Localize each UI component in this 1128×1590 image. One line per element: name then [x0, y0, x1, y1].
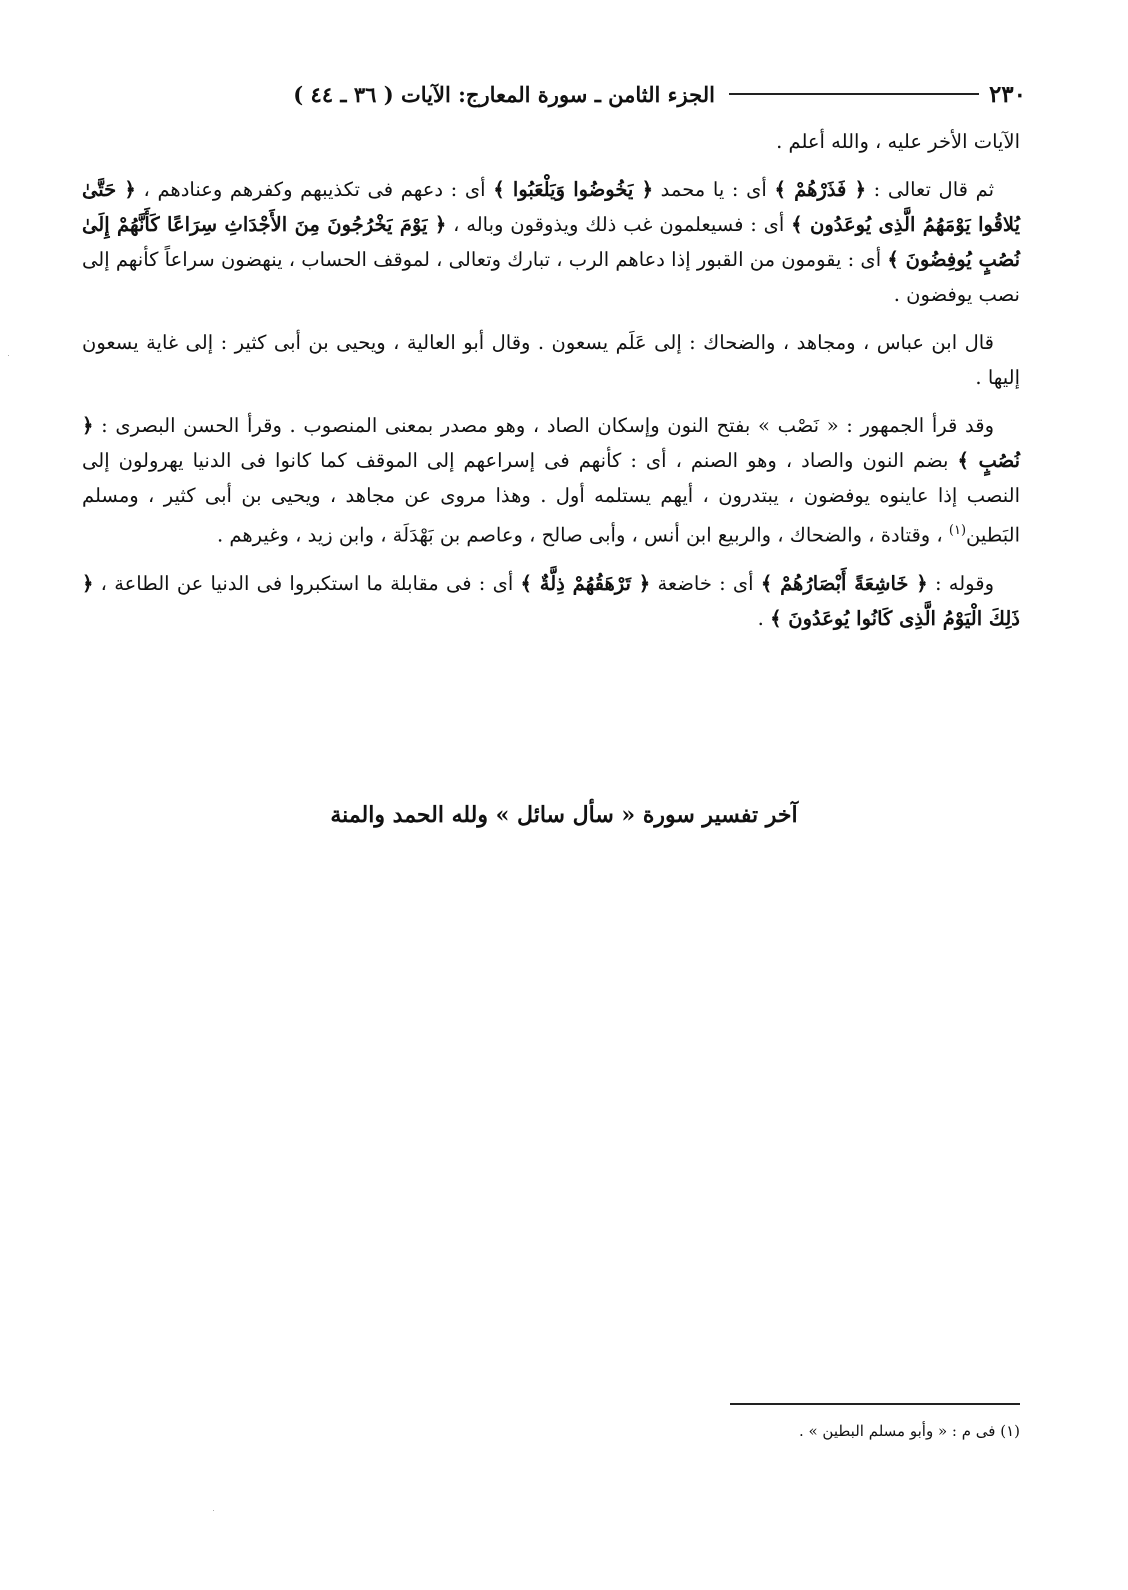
- text-span: أى : دعهم فى تكذيبهم وكفرهم وعنادهم ،: [135, 178, 494, 201]
- text-span: أى : فى مقابلة ما استكبروا فى الدنيا عن الطاعة ،: [93, 571, 521, 595]
- paragraph-5: [82, 566, 1020, 636]
- text-span: أى : فسيعلمون غب ذلك ويذوقون وباله ،: [446, 213, 792, 236]
- paragraph-3: قال ابن عباس ، ومجاهد ، والضحاك : إلى عَلَم يسعون . وقال أبو العالية ، ويحيى بن أبى كثير : إلى غاية يسعون إليها .: [82, 331, 1020, 389]
- quran-quote: ﴿ نُصُبٍ ﴾: [82, 414, 1021, 472]
- paragraph-4: [82, 408, 1020, 553]
- running-header: [86, 74, 1026, 114]
- text-span: ثم قال تعالى :: [866, 178, 995, 201]
- footnote-rule: [730, 1403, 1020, 1405]
- surah-closing-line: آخر تفسير سورة « سأل سائل » ولله الحمد والمنة: [330, 802, 798, 828]
- quran-quote: ﴿ فَذَرْهُمْ ﴾: [774, 178, 867, 201]
- text-span: وقوله :: [927, 571, 994, 595]
- header-rule: [729, 93, 979, 95]
- main-text: [82, 124, 1020, 649]
- quran-quote: ﴿ تَرْهَقُهُمْ ذِلَّةٌ ﴾: [520, 571, 651, 595]
- paragraph-1: الآيات الأخر عليه ، والله أعلم .: [776, 130, 1020, 153]
- scan-speck: [213, 1510, 214, 1511]
- quran-quote: ﴿ ذَلِكَ الْيَوْمُ الَّذِى كَانُوا يُوعَدُونَ ﴾: [82, 571, 1020, 630]
- paragraph-2: [82, 172, 1020, 312]
- quran-quote: ﴿ يَوْمَ يَخْرُجُونَ مِنَ الأَجْدَاثِ سِرَاعًا كَأَنَّهُمْ إِلَىٰ نُصُبٍ يُوفِضُونَ ﴾: [82, 213, 1020, 271]
- quran-quote: ﴿ حَتَّىٰ يُلاقُوا يَوْمَهُمُ الَّذِى يُوعَدُون ﴾: [82, 178, 1020, 236]
- footnote-marker: (١): [948, 523, 967, 538]
- quran-quote: ﴿ خَاشِعَةً أَبْصَارُهُمْ ﴾: [760, 571, 928, 595]
- text-span: ، وقتادة ، والضحاك ، والربيع ابن أنس ، وأبى صالح ، وعاصم بن بَهْدَلَة ، وابن زيد ، وغيرهم .: [217, 523, 949, 547]
- text-span: .: [757, 606, 771, 630]
- page-number: ٢٣٠: [988, 80, 1026, 108]
- quran-quote: ﴿ يَخُوضُوا وَيَلْعَبُوا ﴾: [493, 178, 654, 201]
- text-span: أى : يقومون من القبور إذا دعاهم الرب ، تبارك وتعالى ، لموقف الحساب ، ينهضون سراعاً كأنهم إلى نصب يوفضون .: [82, 248, 1020, 306]
- footnote: (١) فى م : « وأبو مسلم البطين » .: [798, 1422, 1020, 1440]
- text-span: وقد قرأ الجمهور : « نَصْب » بفتح النون وإسكان الصاد ، وهو مصدر بمعنى المنصوب . وقرأ الحسن البصرى :: [93, 414, 994, 437]
- running-title: الجزء الثامن ـ سورة المعارج: الآيات ( ٣٦ ـ ٤٤ ): [293, 81, 715, 107]
- text-span: أى : يا محمد: [653, 178, 775, 201]
- text-span: بضم النون والصاد ، وهو الصنم ، أى : كأنهم فى إسراعهم إلى الموقف كما كانوا فى الدنيا يهرولون إلى النصب إذا عاينوه يوفضون ، يبتدرون ، أيهم يستلمه أول . وهذا مروى عن مجاهد ، ويحيى بن أبى كثير ، ومسلم البَطين: [82, 449, 1020, 547]
- text-span: أى : خاضعة: [650, 571, 761, 595]
- scan-speck: [8, 355, 9, 356]
